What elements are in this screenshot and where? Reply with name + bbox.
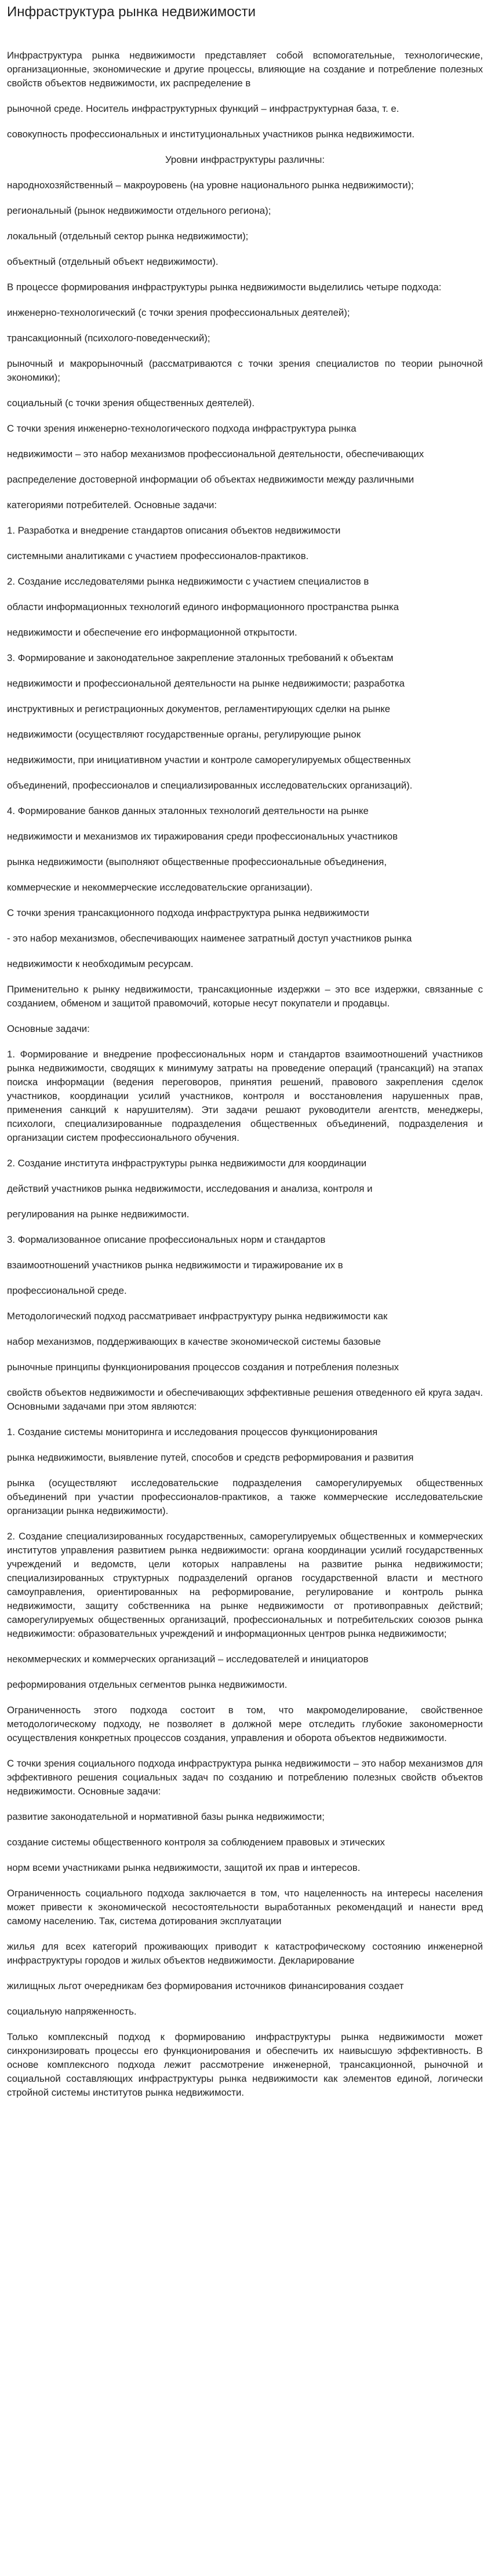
paragraph: Ограниченность социального подхода заключается в том, что нацеленность на интересы населения может привести к экономической несостоятельности выработанных рекомендаций и нанести вред самому населению. Так, система дотирования эксплуатации bbox=[7, 1888, 483, 1926]
paragraph: действий участников рынка недвижимости, исследования и анализа, контроля и bbox=[7, 1183, 373, 1194]
paragraph: некоммерческих и коммерческих организаций – исследователей и инициаторов bbox=[7, 1654, 369, 1665]
paragraph: С точки зрения трансакционного подхода инфраструктура рынка недвижимости bbox=[7, 907, 369, 918]
paragraph: рынка (осуществляют исследовательские подразделения саморегулируемых общественных объединений при участии профессионалов-практиков, а также коммерческие исследовательские организации рынка недвижимости). bbox=[7, 1477, 483, 1516]
paragraph: Ограниченность этого подхода состоит в том, что макромоделирование, свойственное методологическому подходу, не позволяет в должной мере отследить глубокие закономерности осуществления конкретных процессов создания, управления и оборота объектов недвижимости. bbox=[7, 1705, 483, 1743]
paragraph: 2. Создание института инфраструктуры рынка недвижимости для координации bbox=[7, 1158, 367, 1169]
paragraph: развитие законодательной и нормативной базы рынка недвижимости; bbox=[7, 1811, 325, 1822]
paragraph: инструктивных и регистрационных документов, регламентирующих сделки на рынке bbox=[7, 703, 391, 714]
page-title: Инфраструктура рынка недвижимости bbox=[7, 4, 256, 20]
paragraph: Основные задачи: bbox=[7, 1023, 90, 1034]
paragraph: 1. Формирование и внедрение профессиональных норм и стандартов взаимоотношений участников рынка недвижимости, сводящих к минимуму затраты на проведение операций (трансакций) на этапах поиска информации (ведения переговоров, принятия решений, правового закрепления сделок участников, координации усилий участников, контроля и восстановления нарушенных прав, применения санкций к нарушителям). Эти задачи решают руководители агентств, менеджеры, психологи, специализированные подразделения общественных объединений, подразделения и организации систем профессионального обучения. bbox=[7, 1049, 483, 1143]
paragraph: 2. Создание специализированных государственных, саморегулируемых общественных и коммерческих институтов управления развитием рынка недвижимости: органа координации усилий государственных учреждений и ведомств, цели которых направлены на развитие рынка недвижимости; специализированных структурных подразделений органов государственной власти и местного самоуправления, ориентированных на реформирование, регулирование и контроль рынка недвижимости, защиту собственника на рынке недвижимости от противоправных действий; саморегулируемых общественных организаций, профессиональных и потребительских союзов рынка недвижимости: образовательных учреждений и информационных центров рынка недвижимости; bbox=[7, 1531, 483, 1639]
paragraph: региональный (рынок недвижимости отдельного региона); bbox=[7, 205, 271, 216]
paragraph: области информационных технологий единого информационного пространства рынка bbox=[7, 601, 399, 612]
paragraph: набор механизмов, поддерживающих в качестве экономической системы базовые bbox=[7, 1336, 381, 1347]
paragraph: объектный (отдельный объект недвижимости). bbox=[7, 256, 219, 267]
paragraph: рынка недвижимости (выполняют общественные профессиональные объединения, bbox=[7, 856, 387, 867]
section-heading: Уровни инфраструктуры различны: bbox=[165, 154, 325, 165]
paragraph: недвижимости и профессиональной деятельности на рынке недвижимости; разработка bbox=[7, 678, 405, 689]
paragraph: рыночный и макрорыночный (рассматриваются с точки зрения специалистов по теории рыночной экономики); bbox=[7, 358, 483, 383]
paragraph: профессиональной среде. bbox=[7, 1285, 127, 1296]
paragraph: недвижимости и механизмов их тиражирования среди профессиональных участников bbox=[7, 831, 398, 842]
paragraph: С точки зрения социального подхода инфраструктура рынка недвижимости – это набор механизмов для эффективного решения социальных задач по созданию и потреблению полезных свойств объектов недвижимости. Основные задачи: bbox=[7, 1758, 483, 1797]
paragraph: категориями потребителей. Основные задачи: bbox=[7, 499, 217, 510]
paragraph: жилья для всех категорий проживающих приводит к катастрофическому состоянию инженерной инфраструктуры городов и жилых объектов недвижимости. Декларирование bbox=[7, 1941, 483, 1966]
paragraph: системными аналитиками с участием профессионалов-практиков. bbox=[7, 550, 309, 561]
paragraph: Методологический подход рассматривает инфраструктуру рынка недвижимости как bbox=[7, 1311, 388, 1322]
paragraph: инженерно-технологический (с точки зрения профессиональных деятелей); bbox=[7, 307, 350, 318]
paragraph: регулирования на рынке недвижимости. bbox=[7, 1209, 190, 1220]
paragraph: совокупность профессиональных и институциональных участников рынка недвижимости. bbox=[7, 129, 415, 140]
paragraph: создание системы общественного контроля за соблюдением правовых и этических bbox=[7, 1837, 385, 1848]
paragraph: недвижимости к необходимым ресурсам. bbox=[7, 958, 194, 969]
paragraph: недвижимости, при инициативном участии и контроле саморегулируемых общественных bbox=[7, 754, 411, 765]
paragraph: норм всеми участниками рынка недвижимости, защитой их прав и интересов. bbox=[7, 1862, 361, 1873]
paragraph: социальную напряженность. bbox=[7, 2006, 137, 2017]
paragraph: Применительно к рынку недвижимости, трансакционные издержки – это все издержки, связанные с созданием, обменом и защитой правомочий, которые несут покупатели и продавцы. bbox=[7, 984, 483, 1009]
paragraph: объединений, профессионалов и специализированных исследовательских организаций). bbox=[7, 780, 413, 791]
paragraph: 3. Формализованное описание профессиональных норм и стандартов bbox=[7, 1234, 326, 1245]
paragraph: взаимоотношений участников рынка недвижимости и тиражирование их в bbox=[7, 1260, 343, 1271]
paragraph: 2. Создание исследователями рынка недвижимости с участием специалистов в bbox=[7, 576, 369, 587]
paragraph: - это набор механизмов, обеспечивающих наименее затратный доступ участников рынка bbox=[7, 933, 412, 944]
paragraph: реформирования отдельных сегментов рынка недвижимости. bbox=[7, 1679, 288, 1690]
paragraph: распределение достоверной информации об объектах недвижимости между различными bbox=[7, 474, 414, 485]
paragraph: 1. Разработка и внедрение стандартов описания объектов недвижимости bbox=[7, 525, 341, 536]
paragraph: 4. Формирование банков данных эталонных технологий деятельности на рынке bbox=[7, 805, 369, 816]
paragraph: рыночные принципы функционирования процессов создания и потребления полезных bbox=[7, 1362, 399, 1373]
paragraph: Только комплексный подход к формированию инфраструктуры рынка недвижимости может синхронизировать процессы его функционирования и обеспечить их наивысшую эффективность. В основе комплексного подхода лежит рассмотрение инженерной, трансакционной, рыночной и социальной составляющих инфраструктуры рынка недвижимости как элементов единой, логически стройной системы институтов рынка недвижимости. bbox=[7, 2031, 483, 2098]
paragraph: трансакционный (психолого-поведенческий); bbox=[7, 333, 210, 344]
paragraph: коммерческие и некоммерческие исследовательские организации). bbox=[7, 882, 313, 893]
paragraph: 1. Создание системы мониторинга и исследования процессов функционирования bbox=[7, 1426, 378, 1437]
paragraph: 3. Формирование и законодательное закрепление эталонных требований к объектам bbox=[7, 652, 394, 663]
paragraph: социальный (с точки зрения общественных деятелей). bbox=[7, 397, 255, 408]
paragraph: недвижимости – это набор механизмов профессиональной деятельности, обеспечивающих bbox=[7, 448, 424, 459]
paragraph: локальный (отдельный сектор рынка недвижимости); bbox=[7, 231, 249, 242]
paragraph: В процессе формирования инфраструктуры рынка недвижимости выделились четыре подхода: bbox=[7, 282, 442, 293]
document-body bbox=[7, 49, 483, 2100]
paragraph: жилищных льгот очередникам без формирования источников финансирования создает bbox=[7, 1980, 404, 1991]
paragraph: недвижимости и обеспечение его информационной открытости. bbox=[7, 627, 297, 638]
paragraph: Инфраструктура рынка недвижимости представляет собой вспомогательные, технологические, организационные, экономические и другие процессы, влияющие на создание и потребление полезных свойств объектов недвижимости, их распределение в bbox=[7, 50, 483, 89]
paragraph: С точки зрения инженерно-технологического подхода инфраструктура рынка bbox=[7, 423, 357, 434]
paragraph: рыночной среде. Носитель инфраструктурных функций – инфраструктурная база, т. е. bbox=[7, 103, 399, 114]
paragraph: рынка недвижимости, выявление путей, способов и средств реформирования и развития bbox=[7, 1452, 414, 1463]
paragraph: народнохозяйственный – макроуровень (на уровне национального рынка недвижимости); bbox=[7, 180, 414, 191]
paragraph: недвижимости (осуществляют государственные органы, регулирующие рынок bbox=[7, 729, 361, 740]
paragraph: свойств объектов недвижимости и обеспечивающих эффективные решения отведенного ей круга задач. Основными задачами при этом являются: bbox=[7, 1387, 483, 1412]
